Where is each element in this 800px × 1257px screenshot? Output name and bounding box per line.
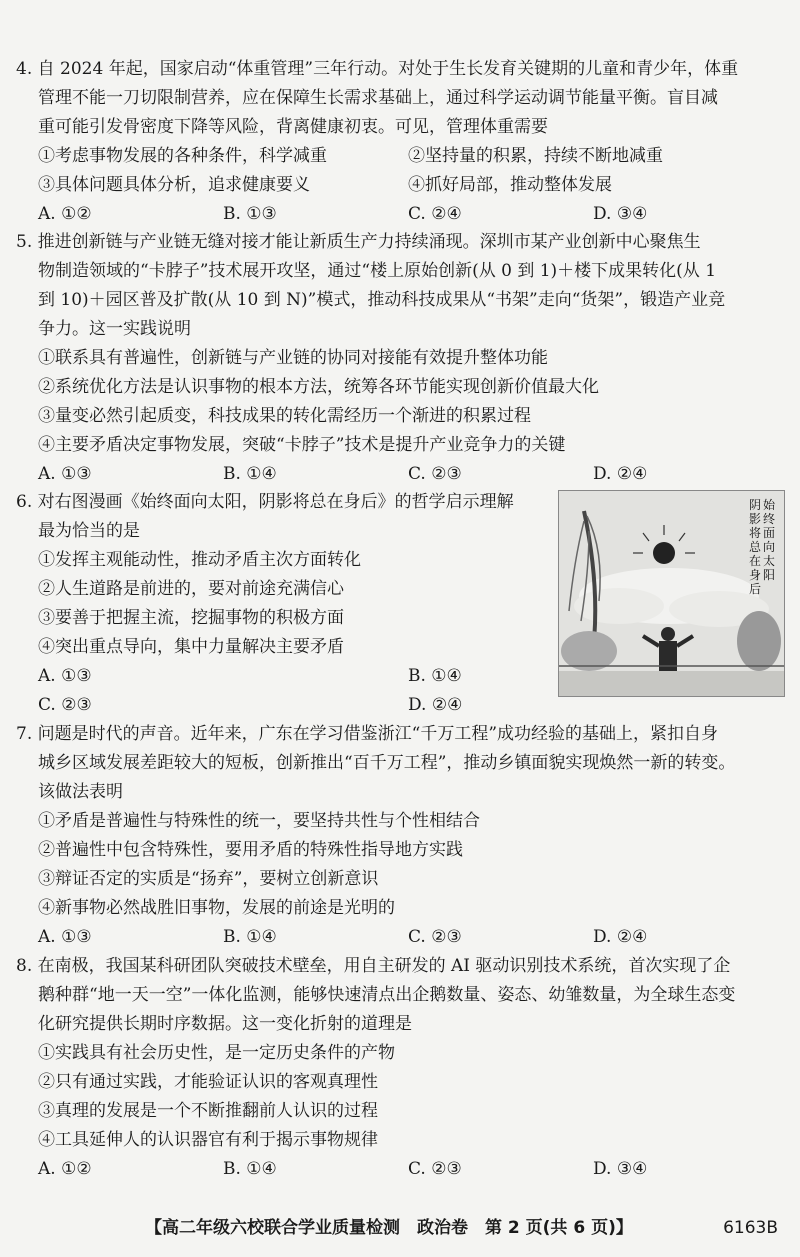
question-stem <box>16 952 778 1039</box>
stem-line: 7. 问题是时代的声音。近年来，广东在学习借鉴浙江“千万工程”成功经验的基础上，紧扣自身 <box>16 724 719 744</box>
svg-text:终: 终 <box>763 512 776 526</box>
answer-choices <box>38 923 778 952</box>
answer-c: C. ②④ <box>408 204 462 224</box>
option-4: ④新事物必然战胜旧事物，发展的前途是光明的 <box>38 898 395 918</box>
options <box>38 546 538 662</box>
option-1: ①实践具有社会历史性，是一定历史条件的产物 <box>38 1043 395 1063</box>
options <box>38 344 778 460</box>
answer-c: C. ②③ <box>408 1159 462 1179</box>
option-1: ①发挥主观能动性，推动矛盾主次方面转化 <box>38 550 361 570</box>
answer-c: C. ②③ <box>38 695 92 715</box>
stem-line: 5. 推进创新链与产业链无缝对接才能让新质生产力持续涌现。深圳市某产业创新中心聚焦生 <box>16 232 701 252</box>
answer-d: D. ③④ <box>593 204 648 224</box>
svg-text:阳: 阳 <box>763 568 776 582</box>
stem-line: 鹅种群“地一天一空”一体化监测，能够快速清点出企鹅数量、姿态、幼雏数量，为全球生态变 <box>38 985 736 1005</box>
stem-line: 管理不能一刀切限制营养，应在保障生长需求基础上，通过科学运动调节能量平衡。盲目减 <box>38 88 718 108</box>
stem-line: 4. 自 2024 年起，国家启动“体重管理”三年行动。对处于生长发育关键期的儿童和青少年，体重 <box>16 59 739 79</box>
question-8 <box>16 952 778 1184</box>
option-4: ④抓好局部，推动整体发展 <box>408 175 612 195</box>
stem-line: 城乡区域发展差距较大的短板，创新推出“百千万工程”，推动乡镇面貌实现焕然一新的转变。 <box>38 753 736 773</box>
stem-line: 最为恰当的是 <box>38 521 140 541</box>
question-5 <box>16 228 778 489</box>
question-6 <box>16 488 538 720</box>
answer-d: D. ②④ <box>593 927 648 947</box>
options <box>38 807 778 923</box>
stem-line: 物制造领域的“卡脖子”技术展开攻坚，通过“楼上原始创新(从 0 到 1)＋楼下成果转化(从 1 <box>38 261 717 281</box>
question-stem <box>16 228 778 344</box>
answer-a: A. ①③ <box>38 464 92 484</box>
option-2: ②系统优化方法是认识事物的根本方法，统筹各环节能实现创新价值最大化 <box>38 377 599 397</box>
answer-choices <box>38 200 778 229</box>
stem-line: 重可能引发骨密度下降等风险，背离健康初衷。可见，管理体重需要 <box>38 117 548 137</box>
answer-a: A. ①② <box>38 1159 92 1179</box>
answer-a: A. ①② <box>38 204 92 224</box>
answer-choices <box>38 460 778 489</box>
svg-text:影: 影 <box>749 512 762 526</box>
svg-text:总: 总 <box>749 540 762 554</box>
answer-b: B. ①④ <box>223 464 277 484</box>
option-3: ③辩证否定的实质是“扬弃”，要树立创新意识 <box>38 869 379 889</box>
svg-text:身: 身 <box>749 568 762 582</box>
answer-b: B. ①④ <box>408 666 462 686</box>
answer-a: A. ①③ <box>38 666 92 686</box>
option-3: ③具体问题具体分析，追求健康要义 <box>38 175 310 195</box>
option-4: ④主要矛盾决定事物发展，突破“卡脖子”技术是提升产业竞争力的关键 <box>38 435 566 455</box>
option-1: ①考虑事物发展的各种条件，科学减重 <box>38 146 327 166</box>
answer-c: C. ②③ <box>408 927 462 947</box>
cartoon-image <box>558 490 785 697</box>
question-stem <box>16 55 778 142</box>
option-1: ①联系具有普遍性，创新链与产业链的协同对接能有效提升整体功能 <box>38 348 548 368</box>
options <box>38 1039 778 1155</box>
option-4: ④工具延伸人的认识器官有利于揭示事物规律 <box>38 1130 378 1150</box>
svg-text:将: 将 <box>749 526 762 540</box>
option-2: ②普遍性中包含特殊性，要用矛盾的特殊性指导地方实践 <box>38 840 463 860</box>
svg-text:后: 后 <box>749 582 762 596</box>
stem-line: 争力。这一实践说明 <box>38 319 191 339</box>
question-stem <box>16 488 538 546</box>
question-4 <box>16 55 778 229</box>
svg-text:在: 在 <box>749 554 762 568</box>
answer-b: B. ①④ <box>223 1159 277 1179</box>
svg-text:阴: 阴 <box>749 498 762 512</box>
option-4: ④突出重点导向，集中力量解决主要矛盾 <box>38 637 344 657</box>
option-2: ②人生道路是前进的，要对前途充满信心 <box>38 579 344 599</box>
option-3: ③量变必然引起质变，科技成果的转化需经历一个渐进的积累过程 <box>38 406 531 426</box>
svg-text:向: 向 <box>763 540 776 554</box>
answer-b: B. ①④ <box>223 927 277 947</box>
answer-d: D. ②④ <box>593 464 648 484</box>
answer-choices <box>38 662 538 720</box>
answer-d: D. ②④ <box>408 695 463 715</box>
question-stem <box>16 720 778 807</box>
stem-line: 6. 对右图漫画《始终面向太阳，阴影将总在身后》的哲学启示理解 <box>16 492 514 512</box>
option-2: ②坚持量的积累，持续不断地减重 <box>408 146 663 166</box>
stem-line: 到 10)＋园区普及扩散(从 10 到 N)”模式，推动科技成果从“书架”走向“货架”，锻造产业竞 <box>38 290 726 310</box>
answer-choices <box>38 1155 778 1184</box>
footer-code: 6163B <box>723 1218 778 1238</box>
cartoon-illustration <box>559 491 784 696</box>
option-2: ②只有通过实践，才能验证认识的客观真理性 <box>38 1072 378 1092</box>
answer-b: B. ①③ <box>223 204 277 224</box>
page-footer <box>0 1213 800 1243</box>
question-7 <box>16 720 778 952</box>
option-3: ③要善于把握主流，挖掘事物的积极方面 <box>38 608 344 628</box>
svg-text:太: 太 <box>763 554 776 568</box>
stem-line: 该做法表明 <box>38 782 123 802</box>
svg-text:面: 面 <box>763 526 776 540</box>
option-1: ①矛盾是普遍性与特殊性的统一，要坚持共性与个性相结合 <box>38 811 480 831</box>
answer-c: C. ②③ <box>408 464 462 484</box>
footer-title: 【高二年级六校联合学业质量检测 政治卷 第 2 页(共 6 页)】 <box>145 1218 633 1238</box>
options <box>38 142 778 200</box>
answer-d: D. ③④ <box>593 1159 648 1179</box>
option-3: ③真理的发展是一个不断推翻前人认识的过程 <box>38 1101 378 1121</box>
svg-text:始: 始 <box>763 498 776 512</box>
answer-a: A. ①③ <box>38 927 92 947</box>
stem-line: 化研究提供长期时序数据。这一变化折射的道理是 <box>38 1014 412 1034</box>
stem-line: 8. 在南极，我国某科研团队突破技术壁垒，用自主研发的 AI 驱动识别技术系统，首次实现了企 <box>16 956 731 976</box>
